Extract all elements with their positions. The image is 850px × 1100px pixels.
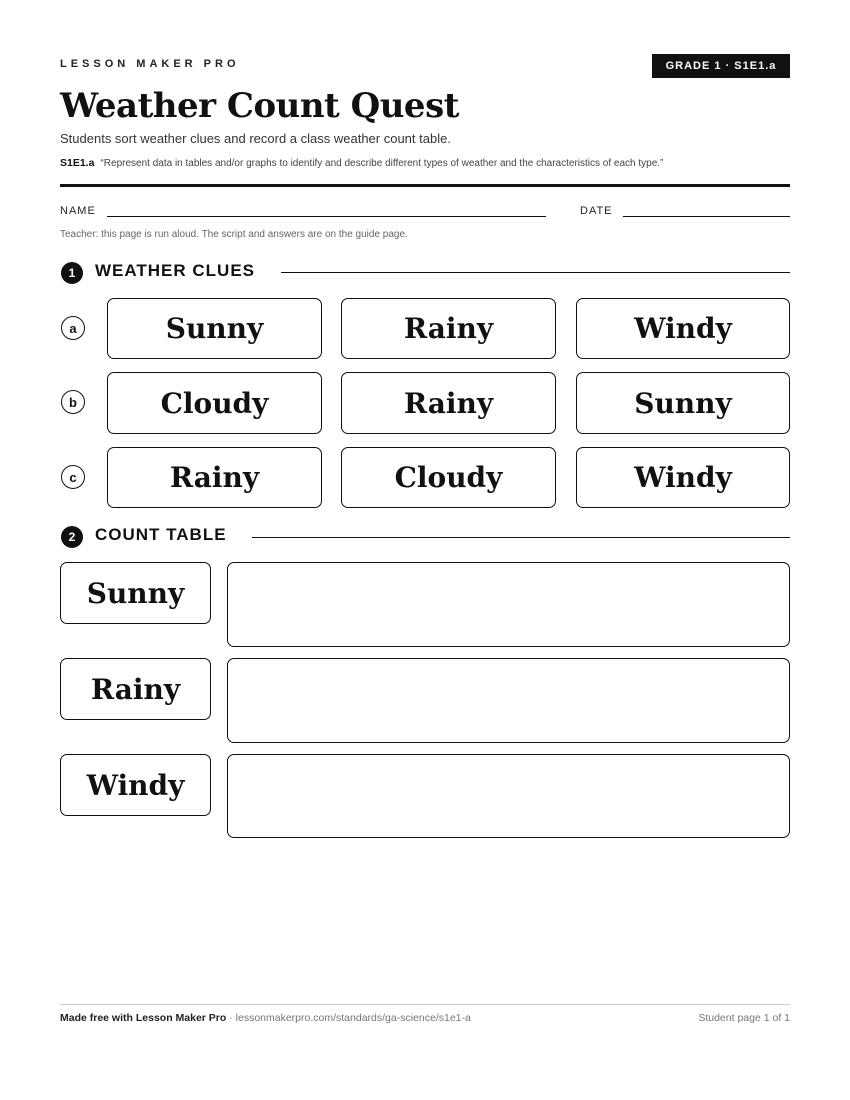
- page-subtitle: Students sort weather clues and record a class weather count table.: [60, 131, 451, 146]
- count-box-windy[interactable]: [227, 754, 790, 838]
- weather-clue-card[interactable]: Windy: [576, 298, 790, 359]
- footer-page-number: Student page 1 of 1: [698, 1012, 790, 1024]
- row-letter-a: a: [61, 316, 85, 340]
- grade-badge: GRADE 1 · S1E1.a: [652, 54, 790, 78]
- weather-clue-card[interactable]: Rainy: [341, 298, 556, 359]
- standard-text: “Represent data in tables and/or graphs to identify and describe different types of weather and the characteristics of each type.”: [100, 158, 664, 169]
- section-1-rule: [281, 272, 790, 273]
- page-title: Weather Count Quest: [60, 86, 459, 126]
- date-label: DATE: [580, 205, 613, 217]
- weather-clue-card[interactable]: Windy: [576, 447, 790, 508]
- footer-made-with: Made free with Lesson Maker Pro: [60, 1012, 227, 1024]
- row-letter-c: c: [61, 465, 85, 489]
- weather-clue-card[interactable]: Cloudy: [341, 447, 556, 508]
- count-box-rainy[interactable]: [227, 658, 790, 743]
- footer-divider: [60, 1004, 790, 1005]
- weather-clue-card[interactable]: Rainy: [341, 372, 556, 434]
- footer-credit: [60, 1012, 471, 1024]
- name-label: NAME: [60, 205, 96, 217]
- count-row-label-rainy: Rainy: [60, 658, 211, 720]
- weather-clue-card[interactable]: Cloudy: [107, 372, 322, 434]
- section-1-title: WEATHER CLUES: [95, 261, 256, 280]
- header-divider: [60, 184, 790, 187]
- section-2-number: 2: [61, 526, 83, 548]
- section-2-rule: [252, 537, 790, 538]
- footer-url[interactable]: · lessonmakerpro.com/standards/ga-science/s1e1-a: [226, 1012, 471, 1024]
- brand-name: LESSON MAKER PRO: [60, 58, 240, 70]
- section-1-number: 1: [61, 262, 83, 284]
- count-box-sunny[interactable]: [227, 562, 790, 647]
- date-field[interactable]: [623, 216, 790, 217]
- count-row-label-sunny: Sunny: [60, 562, 211, 624]
- standard-code: S1E1.a: [60, 157, 95, 169]
- weather-clue-card[interactable]: Rainy: [107, 447, 322, 508]
- teacher-note: Teacher: this page is run aloud. The script and answers are on the guide page.: [60, 229, 408, 240]
- weather-clue-card[interactable]: Sunny: [576, 372, 790, 434]
- weather-clue-card[interactable]: Sunny: [107, 298, 322, 359]
- row-letter-b: b: [61, 390, 85, 414]
- count-row-label-windy: Windy: [60, 754, 211, 816]
- standard-line: [60, 157, 790, 169]
- name-field[interactable]: [107, 216, 546, 217]
- section-2-title: COUNT TABLE: [95, 525, 227, 544]
